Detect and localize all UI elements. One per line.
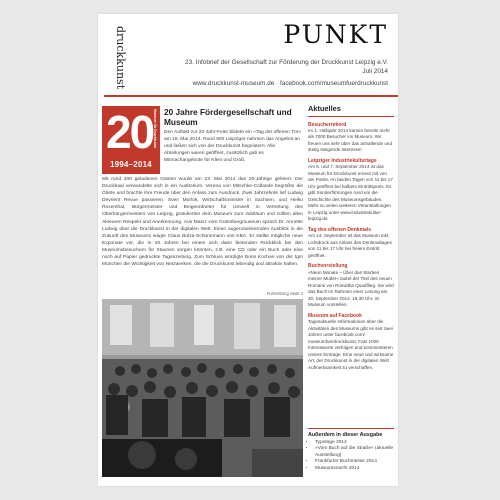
news-heading: Tag des offenen Denkmals (308, 226, 371, 233)
article-intro: Den Auftakt zur 20-Jahr-Feier bildete ein »Tag der offenen Tür« am 18. Mai 2014. Rund 500 Leipziger nahmen das Angebot an und ließen sich von der Druckkunst begeistern. Alle Abteilungen waren geöffnet, zusätzlich gab es Mitmachangebote für Klein und Groß. (164, 130, 302, 164)
issue-contents-box (308, 428, 394, 473)
issue-contents-list (308, 440, 394, 473)
news-item (308, 263, 394, 308)
news-heading: Besucherrekord (308, 121, 347, 128)
newsletter-page (98, 14, 398, 486)
news-text: Im 1. Halbjahr 2014 kamen bereits mehr als 7000 Besucher ins Museum. Wir freuen uns sehr über das anhaltende und stetig steigende Interesse! (308, 127, 393, 153)
article-title: 20 Jahre Fördergesellschaft und Museum (164, 107, 292, 127)
druckkunst-logo (104, 24, 130, 104)
issue-item: • Frankfurter Buchmesse 2014 (315, 459, 394, 466)
news-item (308, 313, 394, 371)
brand-title: PUNKT (283, 20, 388, 49)
article-body: Mit rund 200 geladenen Gästen wurde am 23. Mai 2014 das 20-Jährige gefeiert. Der Druckkaal verwandelte sich in ein Auditorium. Verena von Mitschke-Collande begrüßte die Gäste und brachte ihre Freude über den Anlass zum Ausdruck. Zwei Jahrzehnte lief Ludwig Devrient Revue passieren. Sven Morlok, Wirtschaftsminister in Sachsen, und Heiko Rosenthal, Bürgermeister und Beigeordneter für Umwelt in Vertretung des Oberbürgermeisters von Leipzig, gratulierten dem Museum zum Jubiläum und zollten allen Akteuren Respekt und Anerkennung. Aus Mainz vom Gutenbergmuseum sprach Dr. Annette Ludwig über die Druckkunst in der digitalen Welt. Einen augenzwinkernden Ausblick in die Zukunft des Museums wagte Claus Bolza-Schünemann von KBA. Er stellte mögliche neue Exponate vor, die in 20 Jahren bei einem sich dann bietenden Rückblick bei den Museumsbesuchern für Staunen sorgen könnten, z.B. eine CD oder ein Buch oder eine noch auf Papier gedruckte Tageszeitung. Zum Schluss würdigte Boris Kochan von der tgm München die Wichtigkeit von Netzwerken, die die Druckkunst lebendig und attraktiv halten. (102, 177, 303, 268)
news-item (308, 158, 394, 223)
news-heading: Buchvorstellung (308, 263, 348, 270)
subtitle-line: 23. Infobrief der Gesellschaft zur Förderung der Druckkunst Leipzig e.V. (185, 59, 388, 66)
news-text: »Neun Monate – Über das Sterben meiner Mutter« lautet der Titel des neuen Romans von Roswitha Quadflieg. Sie wird das Buch im Rahmen einer Lesung am 30. September 2014, 19.30 Uhr, im Museum vorstellen. (308, 269, 394, 308)
news-text: Am 6. und 7. September 2014 ist das Museum für Druckkunst erneut mit von der Partie. An beiden Tagen von 11 bis 17 Uhr geöffnet bei halbem Eintrittspreis. Es gibt Sonderführungen rund um die Geschichte des Museumsgebäudes. Mehr zu vielen weiteren Veranstaltungen in Leipzig unter www.industriekultur-leipzig.de. (308, 164, 393, 222)
news-item (308, 122, 394, 154)
news-item (308, 227, 394, 259)
issue-date: Juli 2014 (362, 68, 388, 75)
issue-item: • »Vom Buch auf die Straße« (aktuelle Ausstellung) (315, 446, 394, 459)
issue-contents-title: Außerdem in dieser Ausgabe (308, 432, 383, 438)
badge-years: 1994–2014 (110, 160, 152, 169)
header-rule (104, 95, 398, 97)
anniversary-badge (102, 106, 160, 174)
news-text: Tagesaktuelle Informationen über die Aktivitäten des Museums gibt es seit zwei Jahren unter facebook.com/ museumfuerdruckkunst. Fast 1000 Interessierte verfolgen und kommentieren unsere Einträge. Eine neue und wirksame Art, der Druckkunst in der digitalen Welt Aufmerksamkeit zu verschaffen. (308, 319, 394, 370)
sidebar-title: Aktuelles (308, 106, 394, 117)
news-text: Am 14. September ist das Museum inkl. Lichtdruck aus Anlass des Denkmaltages von 11 bis 17 Uhr bei freiem Eintritt geöffnet. (308, 233, 392, 258)
masthead-subtitle (185, 58, 388, 76)
news-heading: Museum auf Facebook (308, 312, 362, 319)
badge-number: 20 (106, 106, 154, 158)
issue-item: • Typotage 2014 (315, 440, 394, 447)
continued-note: Fortsetzung Seite 2 (266, 291, 303, 296)
masthead-urls: www.druckkunst-museum.de · facebook.com/museumfuerdruckkunst (192, 80, 388, 87)
badge-side-label (150, 109, 158, 154)
issue-item: • Museumsnacht 2014 (315, 466, 394, 473)
news-heading: Leipziger Industriekulturtage (308, 157, 377, 164)
badge-side-text: Museum für Druckkunst (153, 109, 157, 148)
logo-text: druckkunst (114, 26, 127, 90)
event-photo (102, 299, 303, 477)
news-sidebar (308, 106, 394, 375)
